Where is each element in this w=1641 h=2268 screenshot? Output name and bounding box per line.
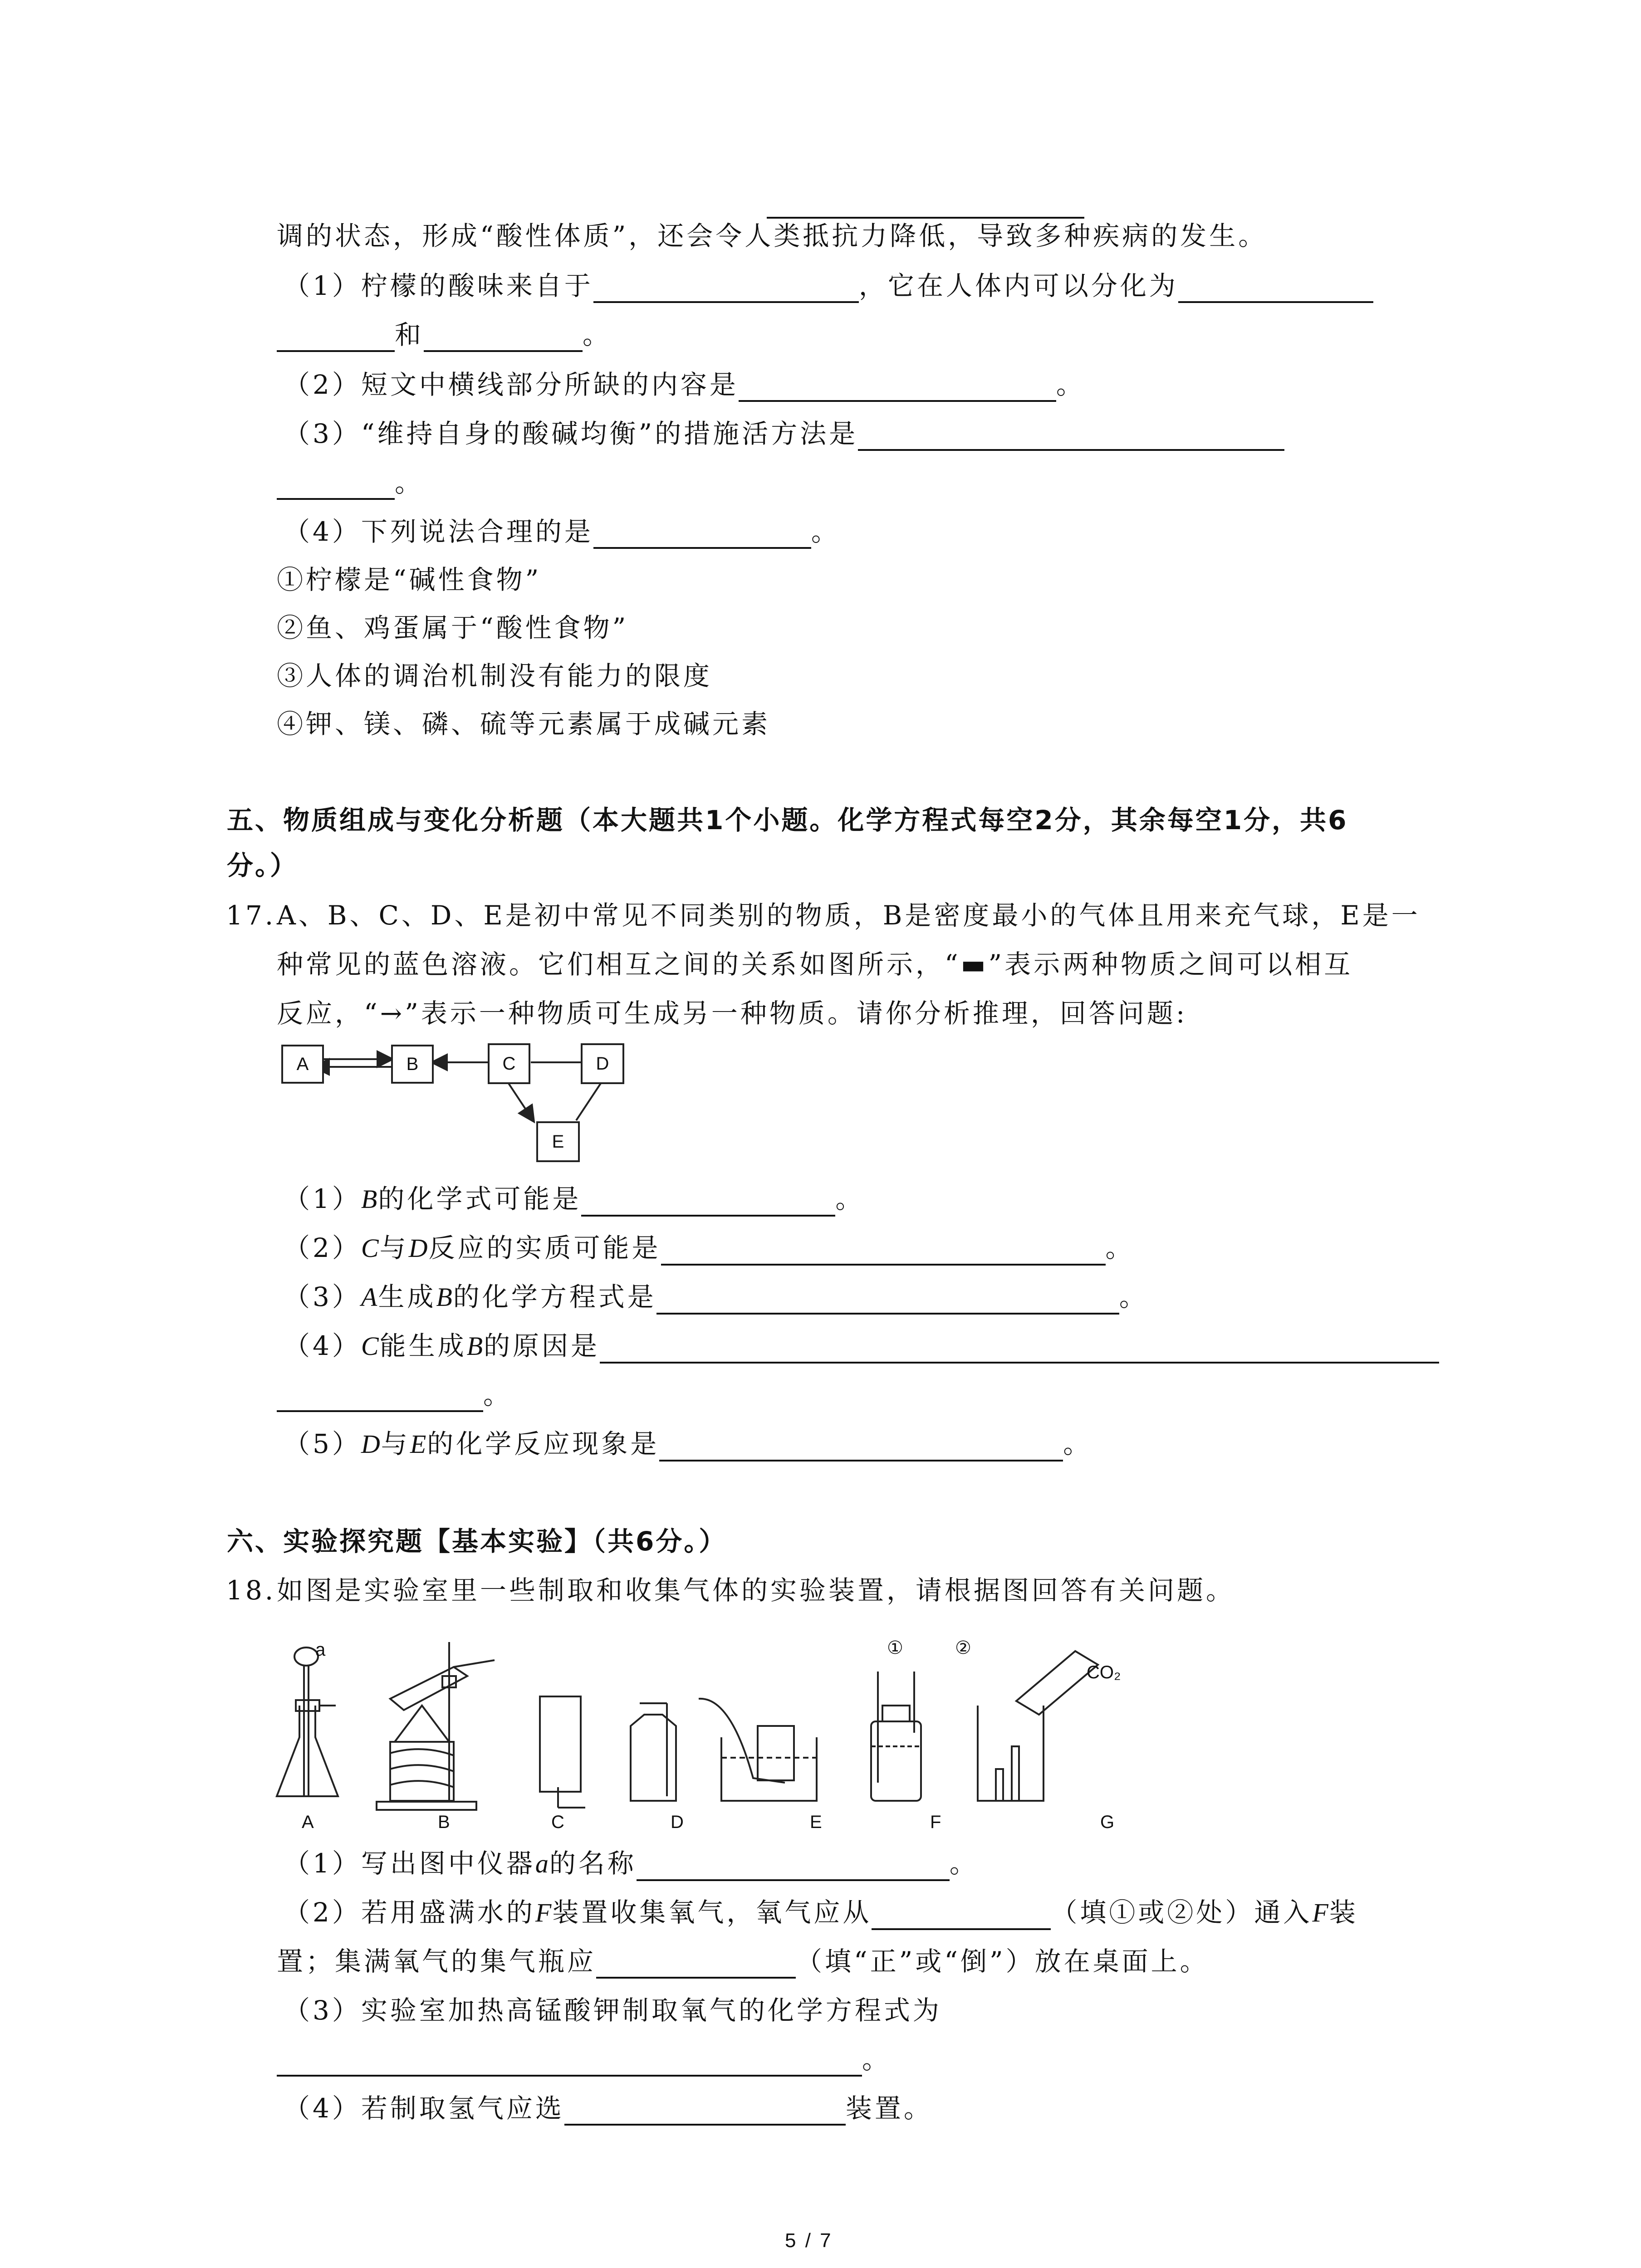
q16-3-blank[interactable] [858,421,1284,451]
q16-1-cont: 和 。 [277,318,612,352]
q17-1-blank[interactable] [581,1187,835,1217]
q17-4-blank[interactable] [600,1334,1439,1364]
q18-3-blank[interactable] [277,2047,862,2077]
apparatus-a [277,1647,338,1796]
q17-line-3: 反应，“→”表示一种物质可生成另一种物质。请你分析推理，回答问题: [277,998,1188,1029]
apparatus-g [978,1651,1098,1801]
q16-1-blank-3[interactable] [277,322,395,352]
q17-line-1: A、B、C、D、E是初中常见不同类别的物质，B是密度最小的气体且用来充气球，E是一 [277,900,1421,931]
apparatus-label-d: D [671,1812,684,1832]
q17-5: （5）D与E的化学反应现象是 。 [284,1427,1092,1461]
apparatus-c [540,1696,585,1808]
q16-2-blank[interactable] [739,372,1056,402]
apparatus-b [377,1642,495,1810]
q17-4: （4）C能生成B的原因是 [284,1329,1439,1364]
apparatus-label-c: C [551,1812,564,1832]
option-4: ④钾、镁、磷、硫等元素属于成碱元素 [277,709,771,739]
node-a: A [281,1045,324,1084]
q17-2-blank[interactable] [661,1236,1106,1266]
q18-2-blank-2[interactable] [596,1949,796,1979]
q18-1: （1）写出图中仪器a的名称 。 [284,1846,979,1881]
q18-3-cont: 。 [277,2042,891,2077]
apparatus-label-a: A [302,1812,314,1832]
q18-2-cont: 置；集满氧气的集气瓶应 （填“正”或“倒”）放在桌面上。 [277,1944,1209,1979]
q17-3-blank[interactable] [656,1285,1119,1315]
label-circle-2: ② [955,1638,971,1658]
apparatus-label-e: E [810,1812,822,1832]
node-d: D [581,1043,624,1084]
label-a-small: a [315,1640,326,1660]
label-circle-1: ① [887,1638,903,1658]
q18-2-blank-1[interactable] [872,1900,1051,1930]
page-number: 5 / 7 [785,2229,833,2252]
label-co2: CO₂ [1087,1662,1121,1682]
q16-2: （2）短文中横线部分所缺的内容是 。 [284,367,1085,402]
q16-3-blank-2[interactable] [277,470,395,500]
apparatus-label-g: G [1100,1812,1115,1832]
q18-2: （2）若用盛满水的F装置收集氧气，氧气应从 （填①或②处）通入F装 [284,1895,1358,1930]
apparatus-d [631,1703,676,1801]
section5-title-cont: 分。） [227,850,299,881]
node-e: E [536,1121,580,1162]
q18-4-blank[interactable] [564,2096,846,2126]
q16-3-cont: 。 [277,465,424,500]
option-1: ①柠檬是“碱性食物” [277,564,542,595]
q17-4-cont: 。 [277,1378,512,1412]
q17-4-blank-2[interactable] [277,1382,483,1412]
q17-5-blank[interactable] [659,1432,1063,1461]
apparatus-label-f: F [930,1812,941,1832]
q16-4-blank[interactable] [593,519,811,549]
q18-text: 如图是实验室里一些制取和收集气体的实验装置，请根据图回答有关问题。 [277,1575,1235,1606]
q17-line-2: 种常见的蓝色溶液。它们相互之间的关系如图所示，“▬”表示两种物质之间可以相互 [277,949,1353,980]
q16-1-blank-2[interactable] [1178,273,1373,303]
option-3: ③人体的调治机制没有能力的限度 [277,660,713,691]
q17-1: （1）B的化学式可能是 。 [284,1182,864,1217]
q18-3: （3）实验室加热高锰酸钾制取氧气的化学方程式为 [284,1995,942,2026]
q16-1: （1）柠檬的酸味来自于 ，它在人体内可以分化为 [284,269,1373,303]
node-c: C [488,1043,530,1084]
node-b: B [391,1045,434,1084]
apparatus-label-b: B [438,1812,450,1832]
q16-3: （3）“维持自身的酸碱均衡”的措施活方法是 [284,416,1284,451]
q18-4: （4）若制取氢气应选 装置。 [284,2091,933,2126]
option-2: ②鱼、鸡蛋属于“酸性食物” [277,612,629,643]
q18-number: 18. [226,1575,276,1606]
q16-1-blank-1[interactable] [593,273,859,303]
q17-number: 17. [226,900,276,931]
q16-4: （4）下列说法合理的是 。 [284,514,840,549]
q17-3: （3）A生成B的化学方程式是 。 [284,1280,1148,1315]
apparatus-f [871,1672,921,1801]
section6-title: 六、实验探究题【基本实验】（共6分。） [227,1526,727,1557]
passage-line: 调的状态，形成“酸性体质”，还会令人类抵抗力降低，导致多种疾病的发生。 [277,220,1268,251]
apparatus-figure [268,1633,1202,1814]
q17-2: （2）C与D反应的实质可能是 。 [284,1231,1135,1266]
section5-title: 五、物质组成与变化分析题（本大题共1个小题。化学方程式每空2分，其余每空1分，共6 [227,805,1348,836]
apparatus-e [699,1699,817,1801]
q18-1-blank[interactable] [637,1851,950,1881]
q16-1-blank-4[interactable] [424,322,583,352]
